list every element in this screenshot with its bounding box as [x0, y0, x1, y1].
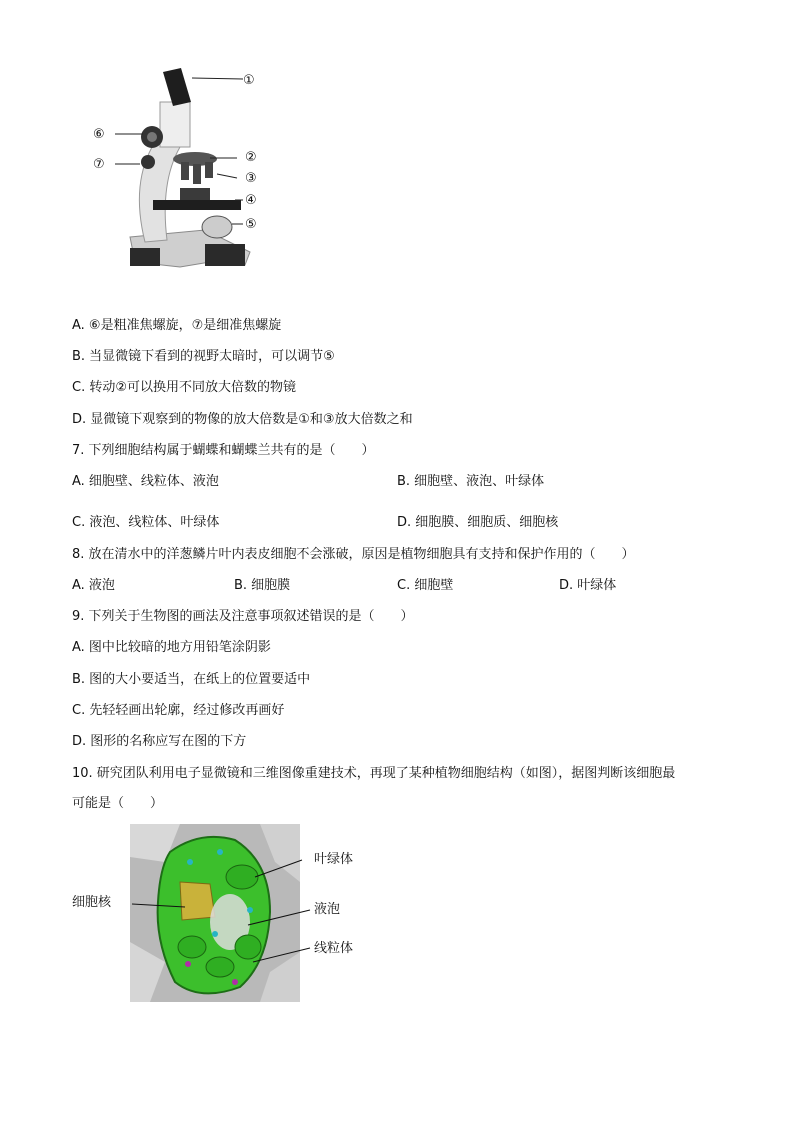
- q7-option-d: D. 细胞膜、细胞质、细胞核: [397, 515, 559, 530]
- q6-option-b: B. 当显微镜下看到的视野太暗时，可以调节⑤: [72, 349, 335, 364]
- label-mitochondria: 线粒体: [314, 941, 354, 956]
- q8-stem: 8. 放在清水中的洋葱鳞片叶内表皮细胞不会涨破，原因是植物细胞具有支持和保护作用的（ ）: [72, 547, 635, 562]
- callout-5: ⑤: [245, 217, 257, 232]
- q8-option-b: B. 细胞膜: [234, 578, 291, 593]
- q7-option-a: A. 细胞壁、线粒体、液泡: [72, 474, 219, 489]
- label-chloroplast: 叶绿体: [314, 852, 354, 867]
- callout-1: ①: [243, 73, 255, 88]
- q7-option-c: C. 液泡、线粒体、叶绿体: [72, 515, 220, 530]
- callout-4: ④: [245, 193, 257, 208]
- label-nucleus: 细胞核: [72, 895, 112, 910]
- callout-3: ③: [245, 171, 257, 186]
- callout-6: ⑥: [93, 127, 105, 142]
- q9-option-c: C. 先轻轻画出轮廓，经过修改再画好: [72, 703, 285, 718]
- callout-2: ②: [245, 150, 257, 165]
- q9-stem: 9. 下列关于生物图的画法及注意事项叙述错误的是（ ）: [72, 609, 414, 624]
- cell-figure: [70, 822, 370, 1004]
- label-vacuole: 液泡: [314, 902, 341, 917]
- q7-stem: 7. 下列细胞结构属于蝴蝶和蝴蝶兰共有的是（ ）: [72, 443, 375, 458]
- microscope-figure: [85, 62, 275, 277]
- q8-option-c: C. 细胞壁: [397, 578, 454, 593]
- q9-option-a: A. 图中比较暗的地方用铅笔涂阴影: [72, 640, 271, 655]
- q7-option-b: B. 细胞壁、液泡、叶绿体: [397, 474, 545, 489]
- q9-option-b: B. 图的大小要适当，在纸上的位置要适中: [72, 672, 311, 687]
- q10-stem-line2: 可能是（ ）: [72, 796, 164, 811]
- callout-7: ⑦: [93, 157, 105, 172]
- q6-option-a: A. ⑥是粗准焦螺旋，⑦是细准焦螺旋: [72, 318, 282, 333]
- q10-stem-line1: 10. 研究团队利用电子显微镜和三维图像重建技术，再现了某种植物细胞结构（如图），据图判断该细胞最: [72, 766, 676, 781]
- q8-option-a: A. 液泡: [72, 578, 115, 593]
- q8-option-d: D. 叶绿体: [559, 578, 617, 593]
- microscope-illustration: [85, 62, 275, 277]
- q6-option-c: C. 转动②可以换用不同放大倍数的物镜: [72, 380, 296, 395]
- q9-option-d: D. 图形的名称应写在图的下方: [72, 734, 247, 749]
- q6-option-d: D. 显微镜下观察到的物像的放大倍数是①和③放大倍数之和: [72, 412, 413, 427]
